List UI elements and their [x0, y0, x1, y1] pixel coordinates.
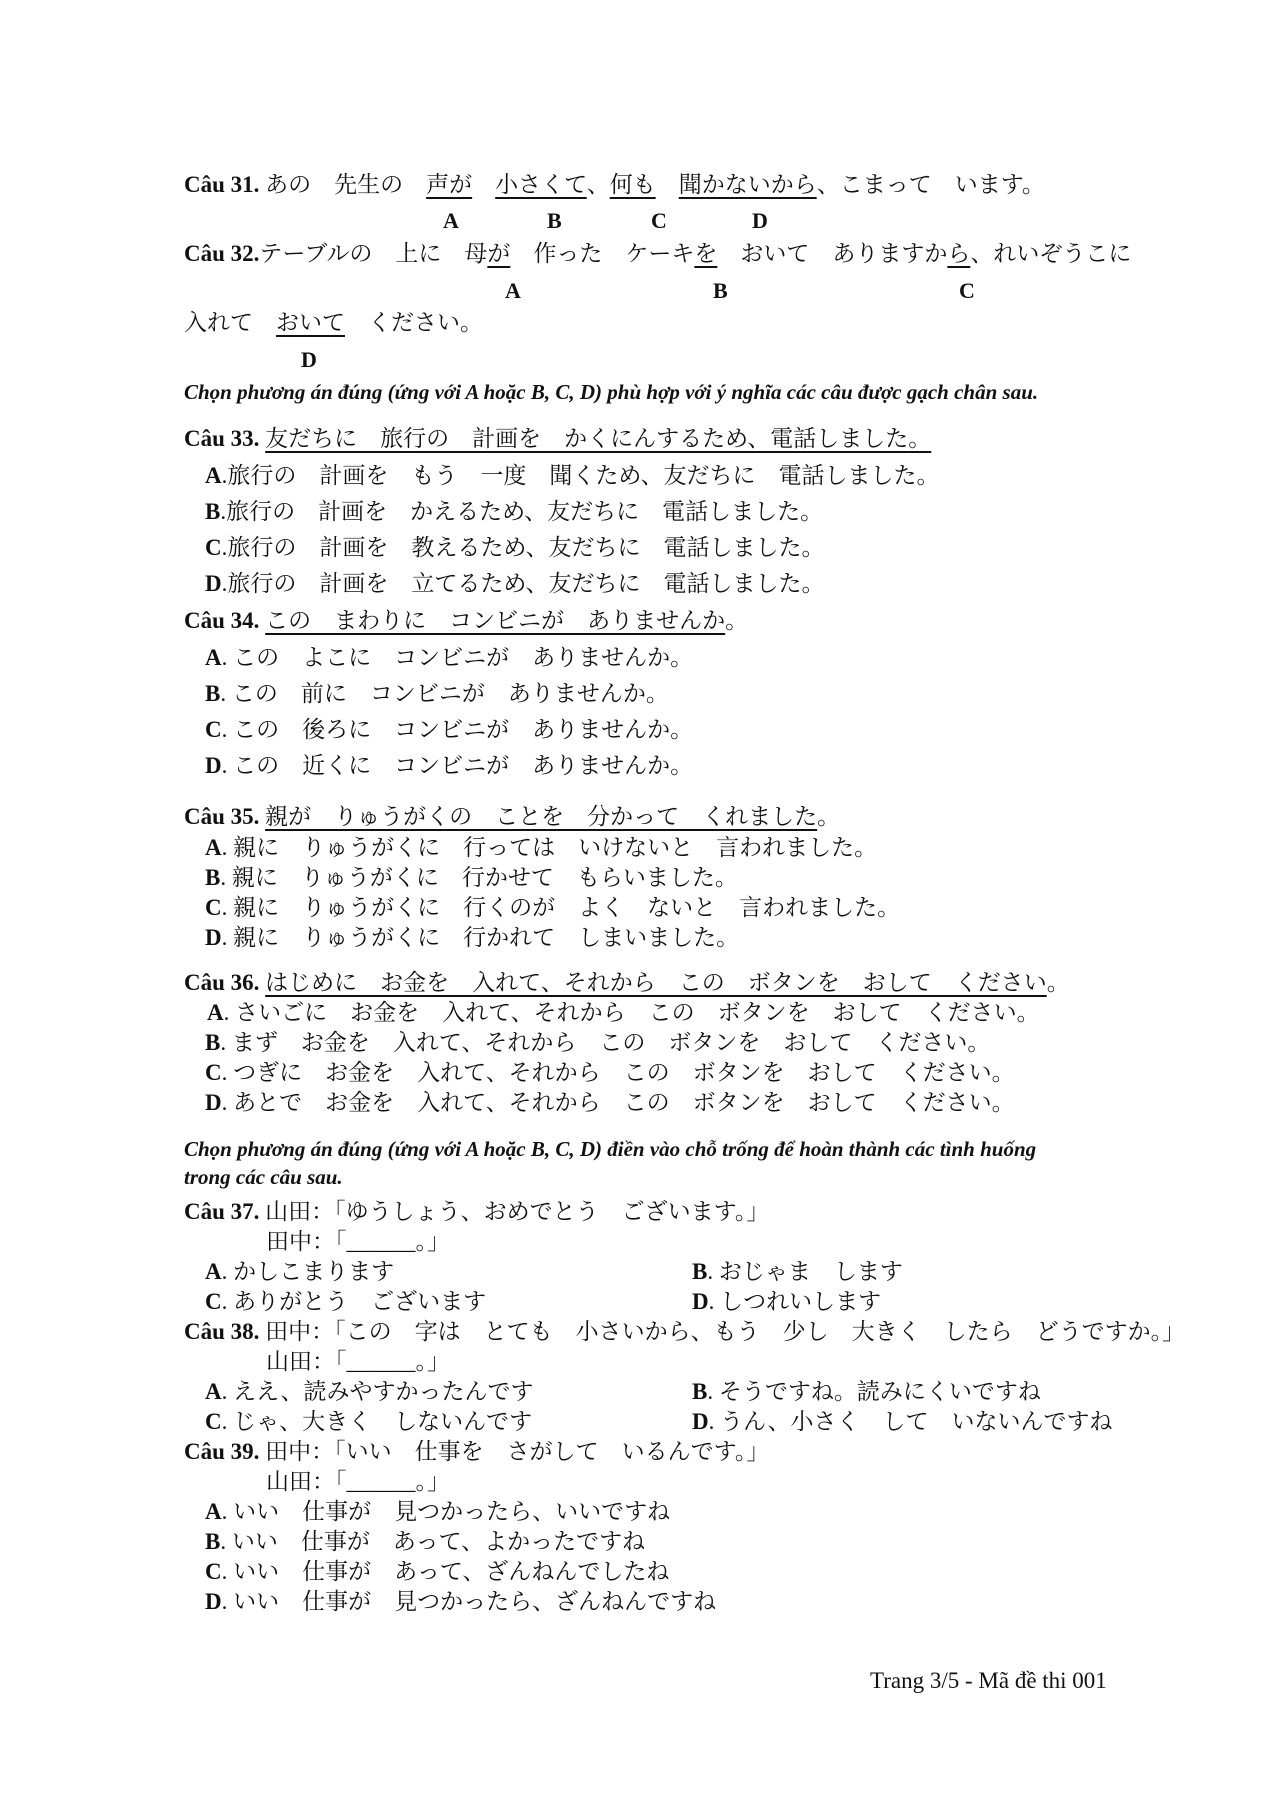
option-text: . つぎに お金を 入れて、それから この ボタンを おして ください。 — [221, 1060, 1015, 1085]
option-text: . ありがとう ございます — [221, 1289, 487, 1314]
option-text: .旅行の 計画を もう 一度 聞くため、友だちに 電話しました。 — [221, 463, 940, 488]
option-c[interactable] — [205, 893, 900, 923]
option-letter: B — [205, 1030, 221, 1055]
option-letter: C — [205, 1409, 222, 1434]
stem-text: 入れて — [184, 310, 276, 335]
option-b[interactable] — [692, 1377, 1041, 1407]
stem-text: おいて ありますか — [717, 241, 948, 266]
option-text: . この 後ろに コンビニが ありませんか。 — [221, 717, 694, 742]
option-text: . いい 仕事が 見つかったら、ざんねんですね — [221, 1589, 717, 1614]
stem-text: ください。 — [345, 310, 483, 335]
question-34 — [184, 606, 748, 636]
instruction-underlined-meaning: Chọn phương án đúng (ứng với A hoặc B, C, D) phù hợp với ý nghĩa các câu được gạch chân sau. — [184, 380, 1039, 404]
option-text: . あとで お金を 入れて、それから この ボタンを おして ください。 — [221, 1090, 1015, 1115]
option-letter: B — [692, 1259, 708, 1284]
option-c[interactable] — [205, 715, 693, 745]
option-letter: D — [205, 753, 222, 778]
option-letter: A — [205, 645, 222, 670]
stem-tail: 。 — [1046, 970, 1070, 995]
option-c[interactable] — [205, 1407, 532, 1437]
question-31 — [184, 170, 1045, 200]
stem-text — [472, 172, 495, 197]
option-text: . さいごに お金を 入れて、それから この ボタンを おして ください。 — [223, 1000, 1040, 1025]
stem-text: 作った ケーキ — [510, 241, 695, 266]
option-c[interactable] — [205, 1287, 486, 1317]
option-letter: B — [692, 1379, 708, 1404]
stem-tail: 。 — [817, 804, 841, 829]
underlined-stem: はじめに お金を 入れて、それから この ボタンを おして ください — [265, 970, 1047, 995]
option-text: . おじゃま します — [707, 1259, 903, 1284]
option-b[interactable] — [205, 863, 738, 893]
option-b[interactable] — [205, 1028, 990, 1058]
option-c[interactable] — [205, 1557, 669, 1587]
option-a[interactable] — [205, 833, 877, 863]
option-text: .旅行の 計画を 教えるため、友だちに 電話しました。 — [221, 535, 825, 560]
underlined-stem: 友だちに 旅行の 計画を かくにんするため、電話しました。 — [265, 426, 932, 451]
option-a[interactable] — [207, 998, 1040, 1028]
stem-tail: 。 — [725, 608, 749, 633]
question-38 — [184, 1317, 1185, 1347]
marker-a: A — [443, 208, 459, 233]
option-text: .旅行の 計画を かえるため、友だちに 電話しました。 — [220, 499, 824, 524]
option-text: . しつれいします — [708, 1289, 882, 1314]
option-c[interactable] — [205, 1058, 1015, 1088]
question-number: Câu 31. — [184, 172, 260, 197]
option-letter: C — [205, 1289, 222, 1314]
option-text: . この 前に コンビニが ありませんか。 — [220, 681, 669, 706]
dialogue-line-1: 田中：「いい 仕事を さがして いるんです。」 — [259, 1439, 770, 1464]
option-letter: D — [205, 1090, 222, 1115]
option-a[interactable] — [205, 461, 939, 491]
underlined-part-c: 何も — [609, 172, 656, 197]
option-a[interactable] — [205, 1257, 394, 1287]
question-39 — [184, 1437, 769, 1467]
option-letter: D — [692, 1409, 709, 1434]
stem-text: 、 — [586, 172, 610, 197]
option-letter: C — [205, 1060, 222, 1085]
underlined-part-b: 小さくて — [495, 172, 587, 197]
option-b[interactable] — [205, 1527, 645, 1557]
option-c[interactable] — [205, 533, 824, 563]
option-b[interactable] — [205, 679, 669, 709]
stem-text: あの 先生の — [259, 172, 427, 197]
question-number: Câu 32. — [184, 241, 260, 266]
option-d[interactable] — [205, 923, 739, 953]
option-letter: B — [205, 499, 221, 524]
question-33 — [184, 424, 931, 454]
underlined-stem: この まわりに コンビニが ありませんか — [265, 608, 726, 633]
option-b[interactable] — [692, 1257, 903, 1287]
option-text: . いい 仕事が 見つかったら、いいですね — [221, 1499, 671, 1524]
dialogue-line-2: 山田：「______。」 — [266, 1469, 450, 1494]
question-35 — [184, 802, 840, 832]
question-number: Câu 35. — [184, 804, 260, 829]
dialogue-line-2: 田中：「______。」 — [266, 1229, 450, 1254]
option-text: . この 近くに コンビニが ありませんか。 — [221, 753, 694, 778]
option-letter: C — [205, 895, 222, 920]
option-letter: C — [205, 1559, 222, 1584]
option-letter: A — [207, 1000, 224, 1025]
underlined-part-d: おいて — [276, 310, 345, 335]
stem-text — [656, 172, 679, 197]
marker-c: C — [959, 278, 975, 303]
option-text: . ええ、読みやすかったんです — [221, 1379, 534, 1404]
marker-b: B — [547, 208, 562, 233]
option-d[interactable] — [205, 1088, 1015, 1118]
option-letter: D — [205, 925, 222, 950]
underlined-part-c: ら — [947, 241, 971, 266]
question-36 — [184, 968, 1070, 998]
option-text: . いい 仕事が あって、よかったですね — [220, 1529, 646, 1554]
option-text: . そうですね。読みにくいですね — [707, 1379, 1041, 1404]
underlined-part-a: 声が — [426, 172, 473, 197]
dialogue-line-1: 山田：「ゆうしょう、おめでとう ございます。」 — [259, 1199, 770, 1224]
option-text: . かしこまります — [221, 1259, 395, 1284]
option-letter: A — [205, 1259, 222, 1284]
underlined-stem: 親が りゅうがくの ことを 分かって くれました — [265, 804, 818, 829]
option-d[interactable] — [205, 1587, 716, 1617]
option-letter: B — [205, 1529, 221, 1554]
option-text: . いい 仕事が あって、ざんねんでしたね — [221, 1559, 670, 1584]
question-number: Câu 34. — [184, 608, 260, 633]
option-b[interactable] — [205, 497, 823, 527]
option-letter: D — [205, 571, 222, 596]
option-letter: D — [205, 1589, 222, 1614]
question-32 — [184, 239, 1131, 269]
instruction-fill-blank — [184, 1135, 1164, 1191]
option-letter: B — [205, 865, 221, 890]
option-text: . うん、小さく して いないんですね — [708, 1409, 1113, 1434]
option-d[interactable] — [205, 751, 693, 781]
option-letter: A — [205, 835, 222, 860]
marker-c: C — [651, 208, 667, 233]
option-text: . 親に りゅうがくに 行っては いけないと 言われました。 — [221, 835, 878, 860]
question-number: Câu 36. — [184, 970, 260, 995]
underlined-part-b: を — [694, 241, 718, 266]
question-number: Câu 37. — [184, 1199, 260, 1224]
stem-text: テーブルの 上に 母 — [259, 241, 488, 266]
underlined-part-a: が — [487, 241, 511, 266]
option-text: . まず お金を 入れて、それから この ボタンを おして ください。 — [220, 1030, 991, 1055]
option-text: . じゃ、大きく しないんです — [221, 1409, 533, 1434]
dialogue-line-1: 田中：「この 字は とても 小さいから、もう 少し 大きく したら どうですか。」 — [259, 1319, 1186, 1344]
option-letter: C — [205, 535, 222, 560]
option-letter: C — [205, 717, 222, 742]
stem-text: 、れいぞうこに — [970, 241, 1132, 266]
option-d[interactable] — [692, 1407, 1113, 1437]
question-number: Câu 38. — [184, 1319, 260, 1344]
option-letter: D — [692, 1289, 709, 1314]
marker-b: B — [713, 278, 728, 303]
question-number: Câu 39. — [184, 1439, 260, 1464]
option-text: . 親に りゅうがくに 行かせて もらいました。 — [220, 865, 738, 890]
option-d[interactable] — [692, 1287, 881, 1317]
marker-d: D — [752, 208, 768, 233]
question-32-line-2 — [184, 308, 483, 338]
marker-d: D — [301, 347, 317, 372]
option-letter: A — [205, 1379, 222, 1404]
option-letter: A — [205, 1499, 222, 1524]
option-a[interactable] — [205, 643, 693, 673]
page-footer: Trang 3/5 - Mã đề thi 001 — [870, 1668, 1107, 1693]
instruction-line-2: trong các câu sau. — [184, 1165, 343, 1189]
option-a[interactable] — [205, 1497, 670, 1527]
option-letter: A — [205, 463, 222, 488]
marker-a: A — [505, 278, 521, 303]
instruction-line-1: Chọn phương án đúng (ứng với A hoặc B, C, D) điền vào chỗ trống để hoàn thành các tình huống — [184, 1137, 1037, 1161]
option-text: . 親に りゅうがくに 行かれて しまいました。 — [221, 925, 740, 950]
option-letter: B — [205, 681, 221, 706]
question-37 — [184, 1197, 769, 1227]
stem-text: 、こまって います。 — [816, 172, 1045, 197]
option-text: . 親に りゅうがくに 行くのが よく ないと 言われました。 — [221, 895, 901, 920]
option-text: .旅行の 計画を 立てるため、友だちに 電話しました。 — [221, 571, 825, 596]
option-text: . この よこに コンビニが ありませんか。 — [221, 645, 694, 670]
question-number: Câu 33. — [184, 426, 260, 451]
underlined-part-d: 聞かないから — [678, 172, 817, 197]
option-d[interactable] — [205, 569, 824, 599]
option-a[interactable] — [205, 1377, 534, 1407]
dialogue-line-2: 山田：「______。」 — [266, 1349, 450, 1374]
